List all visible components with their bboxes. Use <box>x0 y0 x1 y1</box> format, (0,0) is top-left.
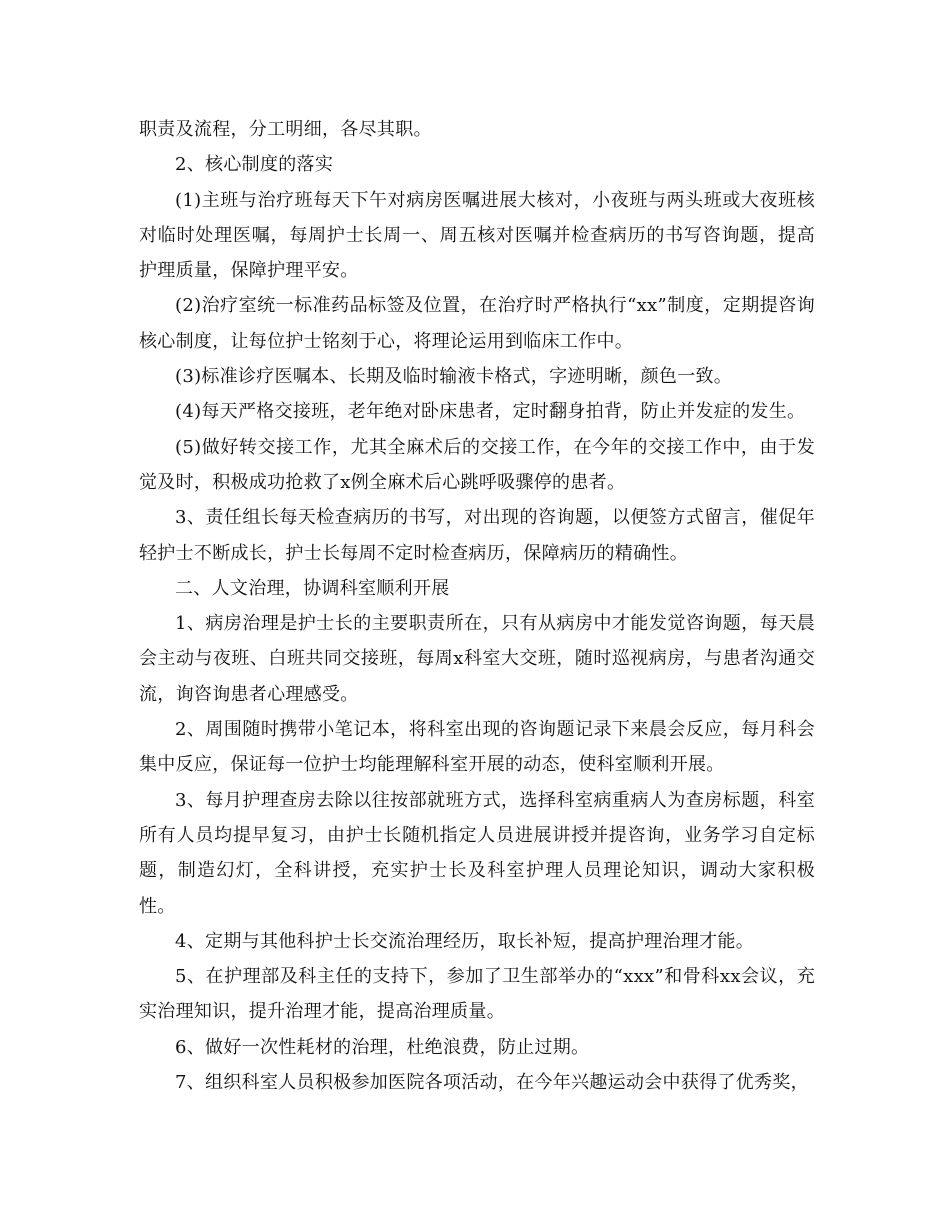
paragraph-exchange: 4、定期与其他科护士长交流治理经历，取长补短，提高护理治理才能。 <box>175 930 755 952</box>
paragraph-ward-rounds: 3、每月护理查房去除以往按部就班方式，选择科室病重病人为查房标题，科室所有人员均提早复习，由护士长随机指定人员进展讲授并提咨询，业务学习自定标题，制造幻灯，全科讲授，充实护士长及科室护理人员理论知识，调动大家积极性。 <box>139 789 815 917</box>
paragraph-1: 职责及流程，分工明细，各尽其职。 <box>139 119 432 140</box>
paragraph-item-1: (1)主班与治疗班每天下午对病房医嘱进展大核对，小夜班与两头班或大夜班核对临时处理医嘱，每周护士长周一、周五核对医嘱并检查病历的书写咨询题，提高护理质量，保障护理平安。 <box>139 189 815 282</box>
paragraph-consumables: 6、做好一次性耗材的治理，杜绝浪费，防止过期。 <box>175 1036 590 1058</box>
paragraph-item-3: (3)标准诊疗医嘱本、长期及临时输液卡格式，字迹明晰，颜色一致。 <box>175 366 733 388</box>
paragraph-activities: 7、组织科室人员积极参加医院各项活动，在今年兴趣运动会中获得了优秀奖， <box>175 1072 809 1094</box>
paragraph-item-5: (5)做好转交接工作，尤其全麻术后的交接工作，在今年的交接工作中，由于发觉及时，积极成功抢救了x例全麻术后心跳呼吸骤停的患者。 <box>139 436 815 493</box>
paragraph-conference: 5、在护理部及科主任的支持下，参加了卫生部举办的“xxx”和骨科xx会议，充实治理知识，提升治理才能，提高治理质量。 <box>139 966 815 1023</box>
paragraph-3: 3、责任组长每天检查病历的书写，对出现的咨询题，以便签方式留言，催促年轻护士不断成长，护士长每周不定时检查病历，保障病历的精确性。 <box>139 507 815 564</box>
section-heading-core-system: 2、核心制度的落实 <box>175 154 334 176</box>
paragraph-item-2: (2)治疗室统一标准药品标签及位置，在治疗时严格执行“xx”制度，定期提咨询核心制度，让每位护士铭刻于心，将理论运用到临床工作中。 <box>139 295 815 352</box>
section-heading-humanistic-management: 二、人文治理，协调科室顺利开展 <box>175 577 450 599</box>
document-body <box>139 112 815 1100</box>
paragraph-ward-management: 1、病房治理是护士长的主要职责所在，只有从病房中才能发觉咨询题，每天晨会主动与夜班、白班共同交接班，每周x科室大交班，随时巡视病房，与患者沟通交流，询咨询患者心理感受。 <box>139 613 815 705</box>
paragraph-notebook: 2、周围随时携带小笔记本，将科室出现的咨询题记录下来晨会反应，每月科会集中反应，保证每一位护士均能理解科室开展的动态，使科室顺利开展。 <box>139 719 815 776</box>
paragraph-item-4: (4)每天严格交接班，老年绝对卧床患者，定时翻身拍背，防止并发症的发生。 <box>175 401 806 423</box>
